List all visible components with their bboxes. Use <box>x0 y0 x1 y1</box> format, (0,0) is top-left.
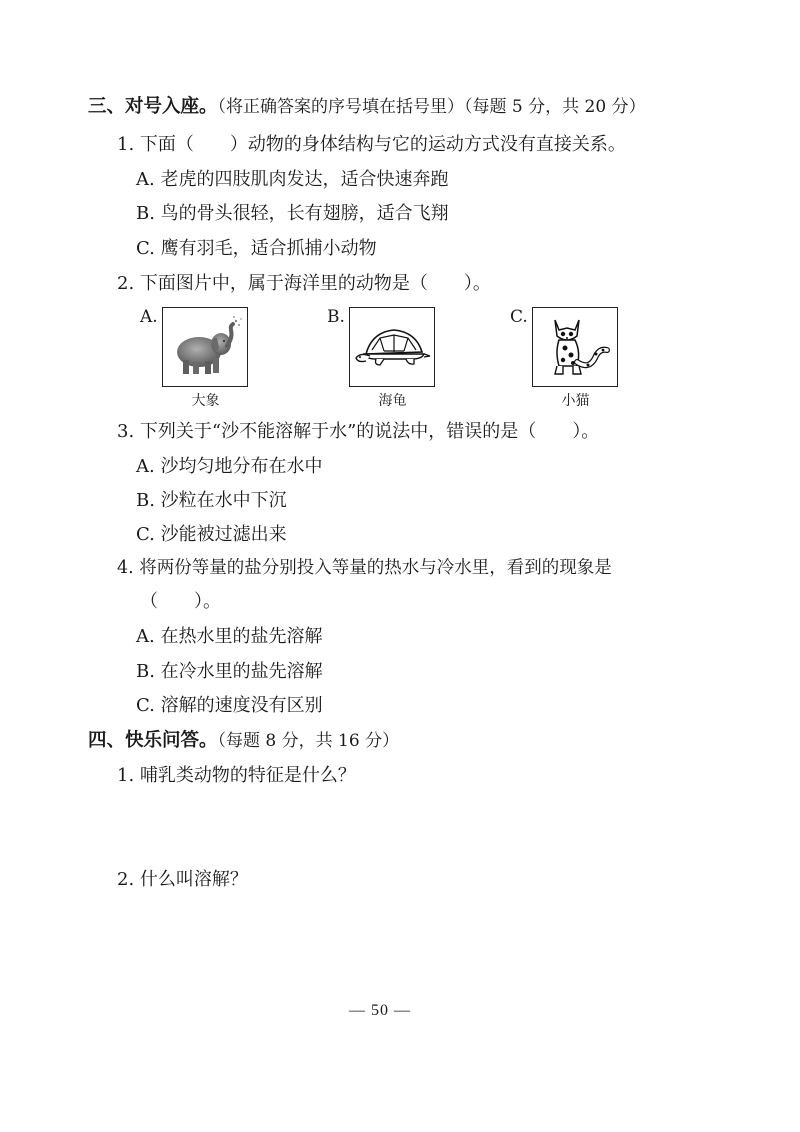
question-4: 4. 将两份等量的盐分别投入等量的热水与冷水里，看到的现象是 <box>117 558 612 578</box>
question-2-text-post: ）。 <box>463 273 491 294</box>
figure-c <box>510 307 625 407</box>
section-3-note: （将正确答案的序号填在括号里）（每题 5 分，共 20 分） <box>217 97 646 117</box>
section-4-title <box>88 729 399 753</box>
section-4-heading: 四、快乐问答。 <box>88 730 218 751</box>
option-4c: C. 溶解的速度没有区别 <box>136 695 323 716</box>
page-number: — 50 — <box>349 1002 411 1019</box>
option-3c: C. 沙能被过滤出来 <box>136 524 287 545</box>
turtle-icon <box>350 308 434 386</box>
question-4-paren-close: ）。 <box>194 591 221 612</box>
question-4-2: 2. 什么叫溶解？ <box>117 869 248 890</box>
question-3 <box>117 420 599 444</box>
option-4a: A. 在热水里的盐先溶解 <box>136 626 323 647</box>
question-4-1: 1. 哺乳类动物的特征是什么？ <box>117 765 356 786</box>
figure-b-caption: 海龟 <box>378 393 407 409</box>
question-1 <box>117 133 626 157</box>
section-3-heading: 三、对号入座。 <box>88 96 218 117</box>
section-3-title <box>88 95 646 119</box>
question-3-text-post: ）。 <box>572 421 600 442</box>
figure-c-caption: 小猫 <box>561 393 590 409</box>
figure-a <box>140 307 255 407</box>
question-3-text-pre: 3. 下列关于“沙不能溶解于水”的说法中，错误的是（ <box>117 421 537 442</box>
elephant-icon <box>163 308 247 386</box>
figure-c-letter: C. <box>510 307 528 327</box>
figure-b-letter: B. <box>327 307 345 327</box>
option-3b: B. 沙粒在水中下沉 <box>136 490 287 511</box>
question-1-text-post: ）动物的身体结构与它的运动方式没有直接关系。 <box>229 134 626 155</box>
section-4-note: （每题 8 分，共 16 分） <box>217 731 400 751</box>
cat-icon <box>533 308 617 386</box>
question-2 <box>117 272 491 296</box>
figure-a-letter: A. <box>140 307 158 327</box>
figure-a-image <box>162 307 248 387</box>
option-3a: A. 沙均匀地分布在水中 <box>136 456 323 477</box>
option-4b: B. 在冷水里的盐先溶解 <box>136 661 323 682</box>
question-2-text-pre: 2. 下面图片中，属于海洋里的动物是（ <box>117 273 428 294</box>
figure-a-caption: 大象 <box>191 393 220 409</box>
figure-b <box>327 307 442 407</box>
option-1c: C. 鹰有羽毛，适合抓捕小动物 <box>136 238 377 259</box>
option-1b: B. 鸟的骨头很轻，长有翅膀，适合飞翔 <box>136 203 449 224</box>
question-4-paren-open: （ <box>140 591 158 612</box>
figure-c-image <box>532 307 618 387</box>
question-1-text-pre: 1. 下面（ <box>117 134 194 155</box>
question-4-continuation <box>140 590 221 614</box>
figure-b-image <box>349 307 435 387</box>
option-1a: A. 老虎的四肢肌肉发达，适合快速奔跑 <box>136 169 449 190</box>
